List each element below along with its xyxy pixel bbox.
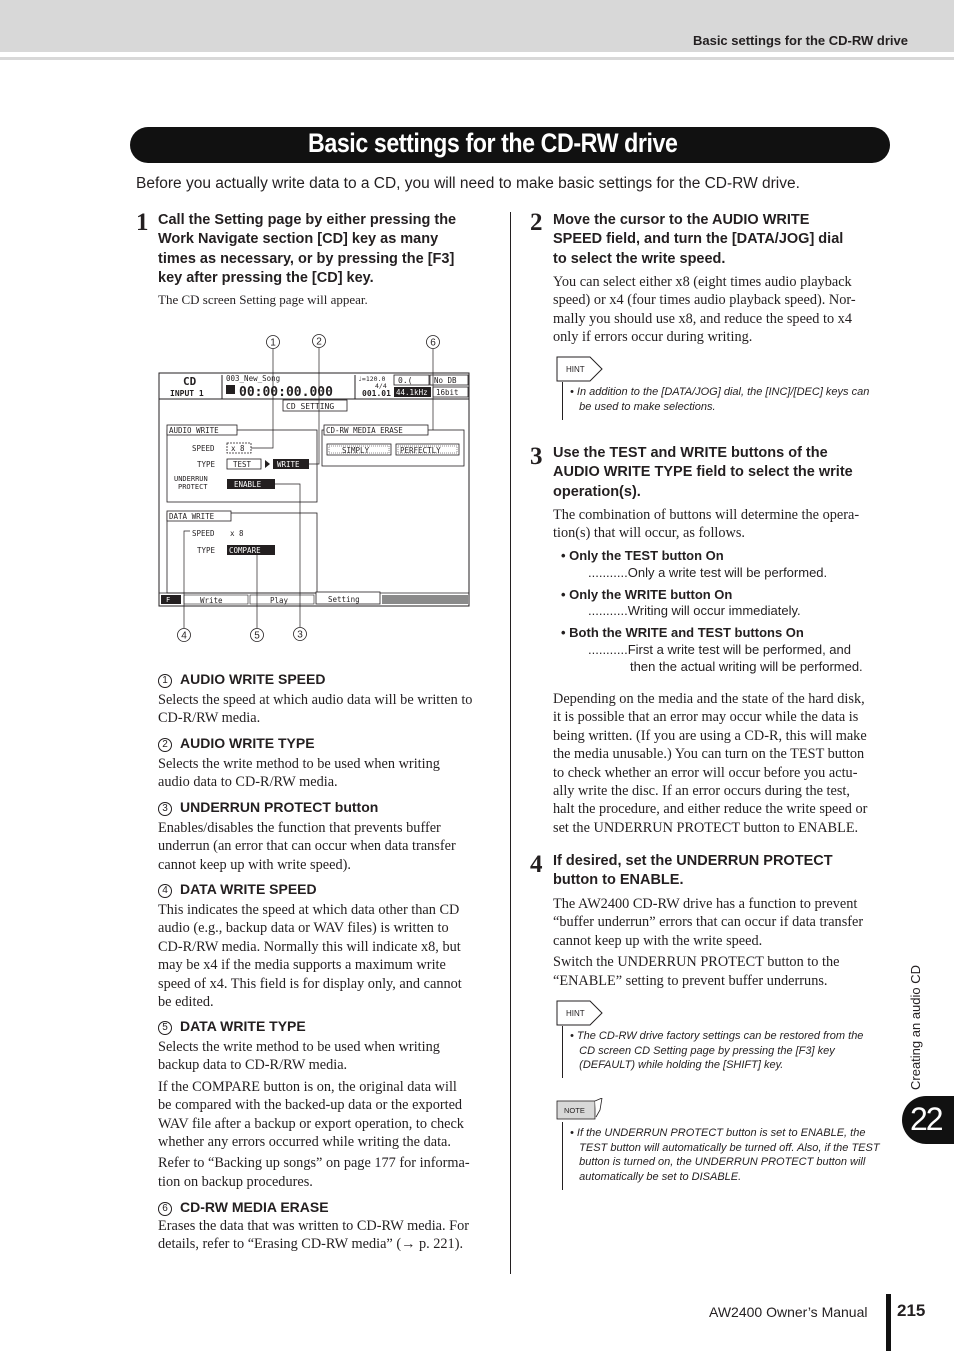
step-3-body-line: to check whether an error will occur before you actu- bbox=[553, 764, 858, 781]
hint-2-text bbox=[570, 1029, 863, 1073]
item-2-body bbox=[158, 755, 440, 792]
item-5-title bbox=[158, 1018, 306, 1035]
step-3-body-line: Depending on the media and the state of the hard disk, bbox=[553, 691, 865, 707]
item-6-number: 6 bbox=[158, 1202, 172, 1216]
step-4-line: If desired, set the UNDERRUN PROTECT bbox=[553, 853, 833, 869]
step-1-line: Work Navigate section [CD] key as many bbox=[158, 231, 439, 248]
callout-5-label: 5 bbox=[254, 630, 260, 642]
footer-bar bbox=[886, 1294, 891, 1351]
step-1-line: key after pressing the [CD] key. bbox=[158, 269, 374, 286]
bullet-write-only-desc: ...........Writing will occur immediately. bbox=[588, 603, 801, 618]
step-3-number: 3 bbox=[530, 443, 543, 470]
step-4-body-line: The AW2400 CD-RW drive has a function to prevent bbox=[553, 896, 858, 912]
note-line: TEST button will automatically be turned off. Also, if the TEST bbox=[570, 1141, 880, 1154]
note-line: button is turned on, the UNDERRUN PROTECT button will bbox=[570, 1156, 866, 1168]
erase-perfectly-button: PERFECTLY bbox=[400, 446, 441, 455]
item-4-title-text: DATA WRITE SPEED bbox=[180, 881, 317, 897]
step-2-line: SPEED field, and turn the [DATA/JOG] dial bbox=[553, 231, 844, 248]
item-5-line: backup data to CD-R/RW media. bbox=[158, 1057, 348, 1074]
hint-tag-icon bbox=[556, 356, 604, 382]
item-4-title bbox=[158, 881, 317, 898]
step-4-body-line: Switch the UNDERRUN PROTECT button to the bbox=[553, 954, 840, 971]
step-2-body bbox=[553, 273, 856, 347]
screen-cd-label: CD bbox=[183, 375, 197, 388]
item-5-title-text: DATA WRITE TYPE bbox=[180, 1018, 306, 1034]
item-4-line: speed of x4. This field is for display only, and cannot bbox=[158, 975, 462, 992]
item-4-line: may be x4 if the media supports a maximum write bbox=[158, 957, 446, 974]
item-4-number: 4 bbox=[158, 884, 172, 898]
item-3-line: underrun (an error that can occur when data transfer bbox=[158, 838, 456, 855]
page-number: 215 bbox=[897, 1301, 926, 1320]
note-tag-icon bbox=[556, 1098, 604, 1122]
section-side-label: Creating an audio CD bbox=[908, 964, 923, 1090]
data-speed-label: SPEED bbox=[192, 529, 215, 538]
note-line: automatically be set to DISABLE. bbox=[570, 1170, 742, 1183]
audio-type-label: TYPE bbox=[197, 460, 216, 469]
screen-bits: 16bit bbox=[436, 388, 459, 397]
audio-speed-value: x 8 bbox=[231, 444, 245, 453]
running-head: Basic settings for the CD-RW drive bbox=[692, 33, 908, 48]
item-4-body bbox=[158, 901, 462, 1011]
step-4-body bbox=[553, 895, 863, 990]
underrun-label-1: UNDERRUN bbox=[174, 475, 208, 483]
erase-label: CD-RW MEDIA ERASE bbox=[326, 426, 403, 435]
screen-input-label: INPUT 1 bbox=[170, 389, 204, 398]
data-compare-button: COMPARE bbox=[229, 546, 261, 555]
step-3-body-line: halt the procedure, and either reduce the write speed or bbox=[553, 801, 868, 818]
note-label: NOTE bbox=[564, 1106, 585, 1115]
data-speed-value: x 8 bbox=[230, 529, 244, 538]
step-3-heading bbox=[553, 444, 853, 502]
step-4-line: button to ENABLE. bbox=[553, 872, 684, 889]
item-5-line: Selects the write method to be used when writing bbox=[158, 1039, 440, 1055]
step-2-body-line: You can select either x8 (eight times audio playback bbox=[553, 274, 852, 290]
callout-6-label: 6 bbox=[430, 337, 436, 349]
hint-2-rule bbox=[562, 1026, 563, 1078]
hint-1-label: HINT bbox=[566, 365, 585, 374]
step-1-heading bbox=[158, 211, 456, 288]
step-2-body-line: only if errors occur during writing. bbox=[553, 329, 753, 346]
step-2-heading bbox=[553, 211, 843, 269]
step-3-body bbox=[553, 506, 859, 543]
step-3-body-line: the media unusable.) You can turn on the TEST button bbox=[553, 746, 865, 763]
item-3-title bbox=[158, 799, 378, 816]
bullet-test-only-desc: ...........Only a write test will be performed. bbox=[588, 565, 828, 580]
header-rule bbox=[0, 57, 954, 60]
hint-1-rule bbox=[562, 382, 563, 420]
screen-song-name: 003_New_Song bbox=[226, 374, 281, 383]
item-2-title bbox=[158, 735, 315, 752]
step-2-body-line: speed) or x4 (four times audio playback speed). Nor- bbox=[553, 292, 856, 309]
screen-bar: 001.01 bbox=[362, 389, 391, 398]
step-3-line: AUDIO WRITE TYPE field to select the write bbox=[553, 464, 853, 481]
chapter-number: 22 bbox=[910, 1101, 942, 1137]
audio-write-button: WRITE bbox=[277, 460, 300, 469]
step-4-number: 4 bbox=[530, 851, 543, 878]
hint-2-label: HINT bbox=[566, 1009, 585, 1018]
item-3-body bbox=[158, 819, 456, 874]
note-line: • If the UNDERRUN PROTECT button is set to ENABLE, the bbox=[570, 1127, 866, 1139]
step-3-body-line: it is possible that an error may occur while the data is bbox=[553, 709, 859, 726]
item-4-line: CD-R/RW media. Normally this will indicate x8, but bbox=[158, 938, 461, 955]
item-5-line: tion on backup procedures. bbox=[158, 1173, 313, 1190]
data-write-label: DATA WRITE bbox=[169, 512, 215, 521]
step-3-body-line: tion(s) that will occur, as follows. bbox=[553, 525, 746, 542]
column-divider bbox=[510, 212, 511, 1274]
step-1-line: times as necessary, or by pressing the [F3] bbox=[158, 250, 455, 267]
item-1-title-text: AUDIO WRITE SPEED bbox=[180, 671, 326, 687]
item-5-line: be compared with the backed-up data or the exported bbox=[158, 1097, 463, 1114]
step-1-note: The CD screen Setting page will appear. bbox=[158, 292, 368, 307]
callout-3-label: 3 bbox=[297, 629, 303, 641]
hint-2-line: (DEFAULT) while holding the [SHIFT] key. bbox=[570, 1059, 784, 1071]
step-3-line: operation(s). bbox=[553, 483, 641, 500]
item-3-line: Enables/disables the function that prevents buffer bbox=[158, 820, 441, 836]
step-3-body-line: being written. (If you are using a CD-R, this will make bbox=[553, 727, 867, 744]
underrun-label-2: PROTECT bbox=[178, 483, 208, 491]
callout-2-label: 2 bbox=[316, 336, 322, 348]
step-4-body-line: “ENABLE” setting to prevent buffer underruns. bbox=[553, 972, 828, 989]
item-6-line: details, refer to “Erasing CD-RW media” (→ p. 221). bbox=[158, 1236, 464, 1253]
callout-1-label: 1 bbox=[270, 337, 276, 349]
underrun-enable-button: ENABLE bbox=[234, 480, 262, 489]
intro-paragraph: Before you actually write data to a CD, you will need to make basic settings for the CD-RW drive. bbox=[136, 175, 800, 192]
step-4-heading bbox=[553, 852, 833, 891]
item-2-title-text: AUDIO WRITE TYPE bbox=[180, 735, 315, 751]
bullet-write-only: • Only the WRITE button On bbox=[561, 587, 733, 602]
tab-setting: Setting bbox=[328, 595, 360, 604]
note-text bbox=[570, 1126, 880, 1184]
bullet-both-desc-2: then the actual writing will be performed. bbox=[630, 659, 863, 674]
screen-rate: 44.1kHz bbox=[396, 388, 428, 397]
step-1-line: Call the Setting page by either pressing the bbox=[158, 212, 457, 228]
page-title: Basic settings for the CD-RW drive bbox=[308, 128, 678, 158]
hint-1-line: be used to make selections. bbox=[570, 400, 716, 413]
item-2-number: 2 bbox=[158, 738, 172, 752]
item-1-body bbox=[158, 691, 472, 728]
tab-write: Write bbox=[200, 596, 223, 605]
item-5-number: 5 bbox=[158, 1021, 172, 1035]
audio-speed-label: SPEED bbox=[192, 444, 215, 453]
step-1-number: 1 bbox=[136, 209, 149, 236]
item-5-line: whether any errors occurred while writing the data. bbox=[158, 1134, 451, 1151]
step-3-body-2 bbox=[553, 690, 867, 837]
item-6-line: Erases the data that was written to CD-RW media. For bbox=[158, 1218, 470, 1234]
step-3-body-line: set the UNDERRUN PROTECT button to ENABLE. bbox=[553, 819, 859, 836]
screen-tempo: ♩=120.0 bbox=[358, 375, 386, 383]
bullet-both-desc: ...........First a write test will be performed, and bbox=[588, 642, 851, 657]
step-2-line: to select the write speed. bbox=[553, 250, 726, 267]
item-5-body bbox=[158, 1038, 470, 1191]
note-rule bbox=[562, 1122, 563, 1190]
step-2-line: Move the cursor to the AUDIO WRITE bbox=[553, 212, 810, 228]
item-1-line: CD-R/RW media. bbox=[158, 710, 261, 727]
audio-test-button: TEST bbox=[233, 460, 252, 469]
item-1-number: 1 bbox=[158, 674, 172, 688]
step-4-body-line: “buffer underrun” errors that can occur if data transfer bbox=[553, 914, 864, 931]
item-3-number: 3 bbox=[158, 802, 172, 816]
hint-1-line: • In addition to the [DATA/JOG] dial, the [INC]/[DEC] keys can bbox=[570, 386, 870, 398]
screen-nodb: No DB bbox=[434, 376, 457, 385]
item-5-line: WAV file after a backup or export operation, to check bbox=[158, 1115, 464, 1132]
item-1-line: Selects the speed at which audio data will be written to bbox=[158, 692, 473, 708]
tab-play: Play bbox=[270, 596, 289, 605]
item-2-line: Selects the write method to be used when writing bbox=[158, 756, 440, 772]
cd-setting-screen bbox=[150, 330, 480, 650]
step-2-number: 2 bbox=[530, 209, 543, 236]
bullet-both: • Both the WRITE and TEST buttons On bbox=[561, 625, 804, 640]
item-6-body bbox=[158, 1217, 469, 1254]
callout-4-label: 4 bbox=[181, 630, 187, 642]
tab-function-key: F bbox=[166, 596, 171, 604]
screen-time: 00:00:00.000 bbox=[239, 385, 333, 400]
step-3-line: Use the TEST and WRITE buttons of the bbox=[553, 445, 828, 461]
item-2-line: audio data to CD-R/RW media. bbox=[158, 774, 338, 791]
item-5-line: Refer to “Backing up songs” on page 177 for informa- bbox=[158, 1155, 470, 1172]
hint-2-line: CD screen CD Setting page by pressing the [F3] key bbox=[570, 1044, 835, 1057]
item-1-title bbox=[158, 671, 325, 688]
hint-2-line: • The CD-RW drive factory settings can be restored from the bbox=[570, 1030, 864, 1042]
data-type-label: TYPE bbox=[197, 546, 216, 555]
item-5-line: If the COMPARE button is on, the original data will bbox=[158, 1078, 457, 1095]
item-3-line: cannot keep up with write speed). bbox=[158, 856, 351, 873]
item-6-title-text: CD-RW MEDIA ERASE bbox=[180, 1199, 329, 1215]
item-4-line: be edited. bbox=[158, 994, 214, 1011]
screen-level: 0.( bbox=[398, 376, 413, 385]
step-4-body-line: cannot keep up with the write speed. bbox=[553, 932, 763, 949]
hint-1-text bbox=[570, 385, 869, 414]
item-3-title-text: UNDERRUN PROTECT button bbox=[180, 799, 379, 815]
hint-tag-icon bbox=[556, 1000, 604, 1026]
screen-meter: 4/4 bbox=[375, 382, 387, 390]
item-4-line: This indicates the speed at which data other than CD bbox=[158, 902, 460, 918]
item-4-line: audio (e.g., backup data or WAV files) is written to bbox=[158, 920, 449, 937]
item-6-title bbox=[158, 1199, 329, 1216]
erase-simply-button: SIMPLY bbox=[342, 446, 370, 455]
screen-page-label: CD SETTING bbox=[286, 402, 335, 411]
bullet-test-only: • Only the TEST button On bbox=[561, 548, 724, 563]
step-2-body-line: mally you should use x8, and reduce the speed to x4 bbox=[553, 310, 852, 327]
step-3-body-line: ally write the disc. If an error occurs during the test, bbox=[553, 783, 850, 800]
footer-manual-title: AW2400 Owner’s Manual bbox=[709, 1304, 868, 1320]
audio-write-label: AUDIO WRITE bbox=[169, 426, 219, 435]
step-3-body-line: The combination of buttons will determine the opera- bbox=[553, 507, 860, 523]
